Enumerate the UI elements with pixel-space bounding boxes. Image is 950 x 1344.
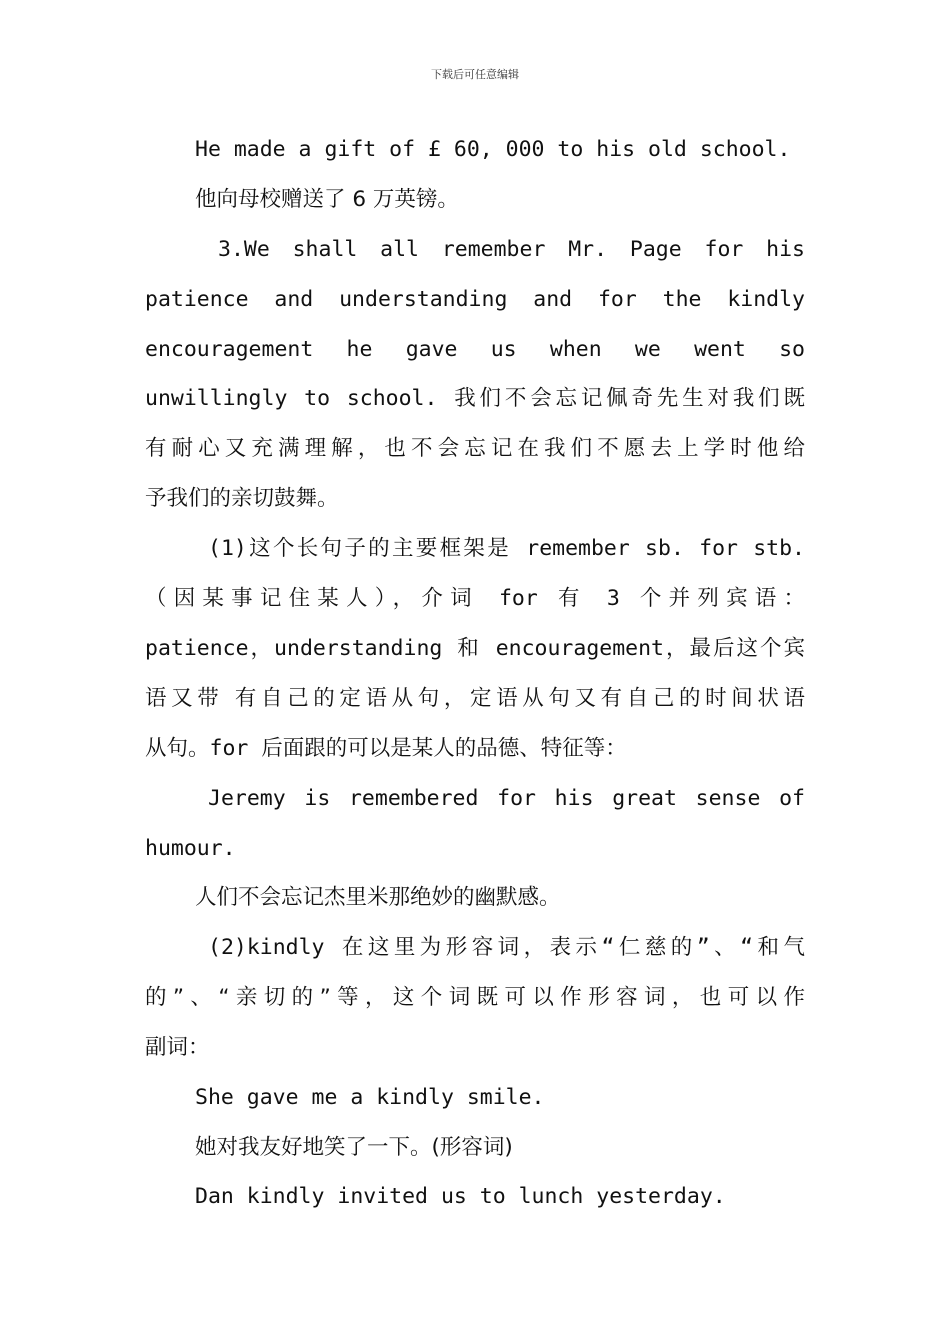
text-line: He made a gift of £ 60, 000 to his old school.: [195, 137, 791, 162]
text-line: Jeremy is remembered for his great sense of: [208, 786, 805, 811]
text-line: patience，understanding 和 encouragement，最后这个宾: [145, 636, 805, 661]
text-line: 副词：: [145, 1035, 210, 1060]
text-line: 人们不会忘记杰里米那绝妙的幽默感。: [195, 885, 561, 910]
text-line: patience and understanding and for the kindly: [145, 287, 805, 312]
text-line: (2)kindly 在这里为形容词，表示“仁慈的”、“和气: [208, 935, 805, 960]
text-line: 她对我友好地笑了一下。(形容词): [195, 1135, 513, 1160]
text-line: encouragement he gave us when we went so: [145, 337, 805, 362]
text-line: 3.We shall all remember Mr. Page for his: [218, 237, 805, 262]
text-line: 语又带 有自己的定语从句，定语从句又有自己的时间状语: [145, 686, 805, 711]
text-line: 的”、“亲切的”等，这个词既可以作形容词，也可以作: [145, 985, 805, 1010]
text-line: 予我们的亲切鼓舞。: [145, 486, 339, 511]
text-line: 有耐心又充满理解，也不会忘记在我们不愿去上学时他给: [145, 436, 805, 461]
text-line: （因某事记住某人），介词 for 有 3 个并列宾语：: [145, 586, 805, 611]
text-line: She gave me a kindly smile.: [195, 1085, 545, 1110]
text-line: unwillingly to school. 我们不会忘记佩奇先生对我们既: [145, 386, 805, 411]
page-header-note: 下载后可任意编辑: [431, 68, 519, 81]
text-line: humour.: [145, 836, 236, 861]
text-line: (1)这个长句子的主要框架是 remember sb. for stb.: [208, 536, 805, 561]
text-line: 他向母校赠送了 6 万英镑。: [195, 187, 459, 212]
text-line: 从句。for 后面跟的可以是某人的品德、特征等：: [145, 736, 627, 761]
text-line: Dan kindly invited us to lunch yesterday.: [195, 1184, 726, 1209]
